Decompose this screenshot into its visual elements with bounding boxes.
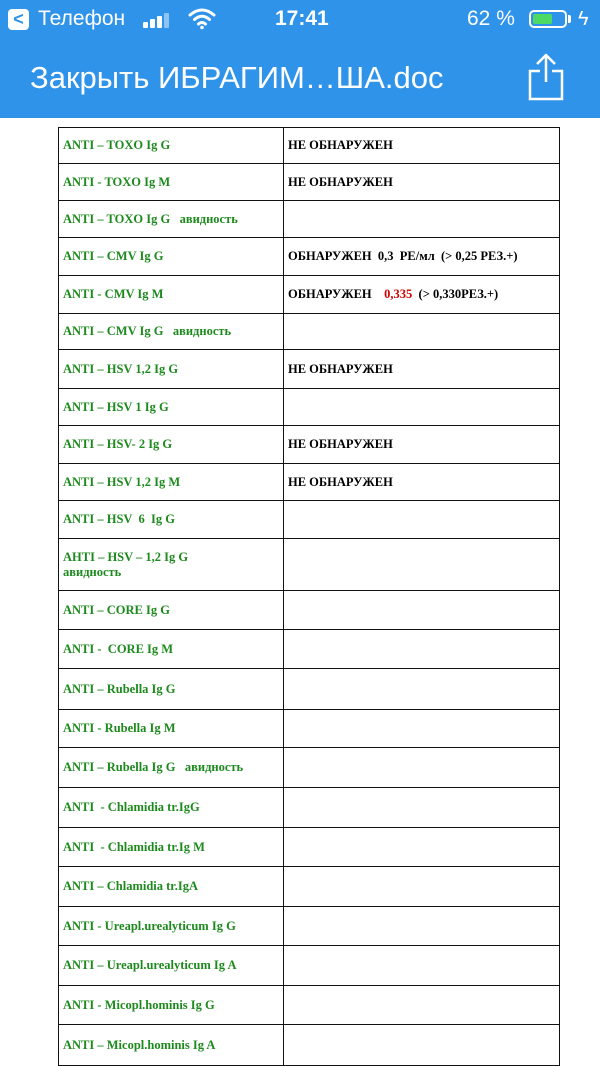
result-cell: [284, 630, 560, 669]
result-text: ОБНАРУЖЕН: [288, 287, 385, 301]
test-name: ANTI – HSV- 2 Ig G: [63, 437, 173, 451]
table-row: [59, 669, 560, 710]
test-name: ANTI – TOXO Ig G авидность: [63, 211, 238, 226]
test-name-cell: [59, 501, 284, 539]
document-view[interactable]: [0, 118, 600, 1063]
result-text: НЕ ОБНАРУЖЕН: [288, 474, 393, 489]
result-text: НЕ ОБНАРУЖЕН: [288, 174, 393, 189]
table-row: [59, 1025, 560, 1066]
test-name-cell: [59, 710, 284, 748]
result-text: НЕ ОБНАРУЖЕН: [288, 361, 393, 376]
test-name: ANTI – HSV 1,2 Ig G: [63, 361, 179, 376]
test-name: ANTI – CORE Ig G: [63, 602, 170, 617]
result-cell: [284, 164, 560, 201]
result-cell: [284, 350, 560, 389]
test-name: ANTI - Ureapl.urealyticum Ig G: [63, 918, 236, 933]
test-name-cell: [59, 276, 284, 314]
result-text: НЕ ОБНАРУЖЕН: [288, 437, 393, 451]
table-row: [59, 986, 560, 1025]
test-name-cell: [59, 907, 284, 946]
close-document-title[interactable]: Закрыть ИБРАГИМ…ША.doc: [30, 60, 444, 95]
share-icon[interactable]: [526, 52, 566, 102]
table-row: [59, 591, 560, 630]
result-cell: [284, 946, 560, 986]
result-cell: [284, 501, 560, 539]
status-bar: [0, 0, 600, 38]
test-results-table: [58, 127, 560, 1066]
test-name-cell: [59, 828, 284, 867]
test-name-cell: [59, 314, 284, 350]
test-name-cell: [59, 986, 284, 1025]
result-cell: [284, 669, 560, 710]
test-name: ANTI – CMV Ig G: [63, 249, 164, 263]
test-name-cell: [59, 788, 284, 828]
table-row: [59, 748, 560, 788]
table-row: [59, 314, 560, 350]
result-cell: [284, 907, 560, 946]
test-name-cell: [59, 464, 284, 501]
test-name: ANTI - Rubella Ig M: [63, 721, 176, 735]
battery-percent: 62 %: [467, 7, 515, 30]
signal-icon: [143, 12, 173, 28]
result-text: НЕ ОБНАРУЖЕН: [288, 138, 393, 152]
result-text: ОБНАРУЖЕН 0,3 РЕ/мл (> 0,25 РЕЗ.+): [288, 249, 518, 263]
table-row: [59, 946, 560, 986]
table-row: [59, 867, 560, 907]
table-row: [59, 164, 560, 201]
table-row: [59, 788, 560, 828]
result-cell: [284, 314, 560, 350]
test-name-cell: [59, 350, 284, 389]
test-name: ANTI - Chlamidia tr.Ig M: [63, 839, 205, 854]
test-name-cell: [59, 164, 284, 201]
table-row: [59, 128, 560, 164]
test-name: ANTI - Micopl.hominis Ig G: [63, 997, 215, 1012]
test-name-cell: [59, 201, 284, 238]
carrier-label[interactable]: Телефон: [38, 7, 126, 30]
table-row: [59, 630, 560, 669]
battery-icon: [529, 10, 567, 28]
test-name-cell: [59, 389, 284, 426]
test-name-cell: [59, 539, 284, 591]
test-name: ANTI – HSV 6 Ig G: [63, 512, 175, 526]
test-name: ANTI – Ureapl.urealyticum Ig A: [63, 958, 237, 972]
test-name: ANTI – HSV 1 Ig G: [63, 399, 169, 414]
test-name: ANTI - TOXO Ig M: [63, 174, 171, 189]
test-name: ANTI – Micopl.hominis Ig A: [63, 1037, 216, 1052]
test-name: ANTI – Rubella Ig G авидность: [63, 760, 244, 774]
test-name: ANTI – CMV Ig G авидность: [63, 324, 232, 338]
result-cell: [284, 986, 560, 1025]
result-cell: [284, 238, 560, 276]
result-cell: [284, 710, 560, 748]
charging-icon: ϟ: [578, 8, 589, 30]
test-name-cell: [59, 128, 284, 164]
battery-tip: [568, 15, 571, 23]
test-name-line: авидность: [63, 564, 122, 579]
table-row: [59, 539, 560, 591]
test-name: ANTI – TOXO Ig G: [63, 138, 171, 152]
result-text: (> 0,330РЕЗ.+): [412, 287, 499, 301]
test-name: ANTI - Chlamidia tr.IgG: [63, 800, 200, 814]
table-row: [59, 710, 560, 748]
test-name-cell: [59, 669, 284, 710]
test-name-cell: [59, 946, 284, 986]
result-cell: [284, 276, 560, 314]
test-name-cell: [59, 1025, 284, 1066]
back-to-app-icon[interactable]: <: [8, 9, 29, 30]
result-cell: [284, 1025, 560, 1066]
result-cell: [284, 748, 560, 788]
table-row: [59, 907, 560, 946]
result-cell: [284, 201, 560, 238]
test-name: ANTI – Chlamidia tr.IgA: [63, 879, 198, 893]
test-name-cell: [59, 591, 284, 630]
test-name-cell: [59, 867, 284, 907]
test-name: ANTI – Rubella Ig G: [63, 681, 176, 696]
wifi-icon: [188, 6, 216, 30]
test-name: ANTI – HSV 1,2 Ig M: [63, 474, 181, 489]
table-row: [59, 238, 560, 276]
result-cell: [284, 389, 560, 426]
result-cell: [284, 867, 560, 907]
result-cell: [284, 788, 560, 828]
result-cell: [284, 591, 560, 630]
clock: 17:41: [275, 7, 329, 30]
result-cell: [284, 426, 560, 464]
test-name: ANTI - CMV Ig M: [63, 287, 164, 301]
table-row: [59, 501, 560, 539]
table-row: [59, 276, 560, 314]
result-cell: [284, 828, 560, 867]
result-cell: [284, 464, 560, 501]
test-name-line: АНТI – HSV – 1,2 Ig G: [63, 549, 189, 564]
header-bar: [0, 0, 600, 118]
table-row: [59, 389, 560, 426]
table-row: [59, 828, 560, 867]
result-cell: [284, 128, 560, 164]
test-name: ANTI - CORE Ig M: [63, 641, 174, 656]
table-row: [59, 201, 560, 238]
table-row: [59, 426, 560, 464]
test-name-cell: [59, 426, 284, 464]
result-highlight-value: 0,335: [384, 287, 413, 301]
test-name-cell: [59, 238, 284, 276]
test-name-cell: [59, 748, 284, 788]
table-row: [59, 464, 560, 501]
test-name-cell: [59, 630, 284, 669]
table-row: [59, 350, 560, 389]
result-cell: [284, 539, 560, 591]
